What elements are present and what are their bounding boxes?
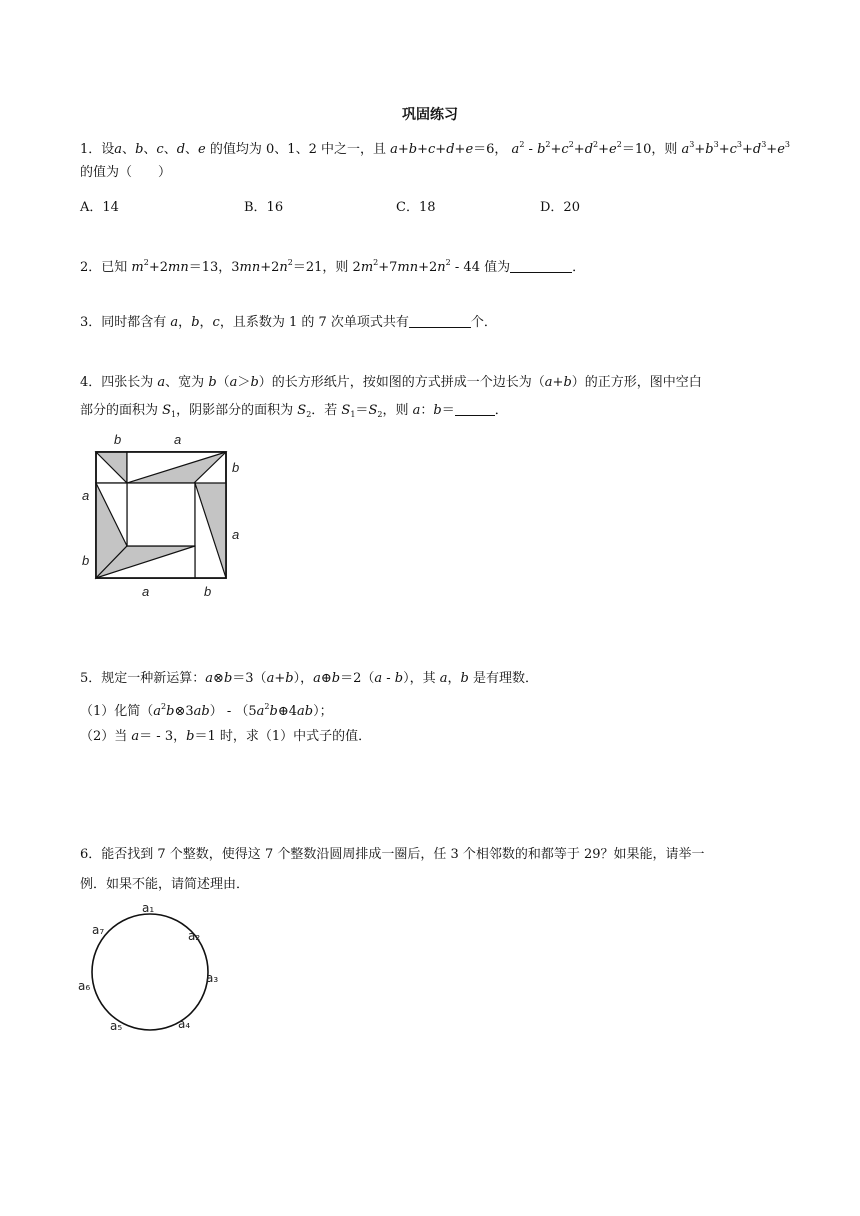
question-1-line-1: 1．设a、b、c、d、e 的值均为 0、1、2 中之一，且 a+b+c+d+e＝6， $a^2 - b^2+c^2+d^2+e^2=10$，则 $a^3+b^3+c^3+d^3+e^3$ (80, 140, 790, 157)
fig-label-left-b: b (82, 553, 90, 568)
fig-label-right-a: a (232, 527, 240, 542)
circle-label-a5: a₅ (110, 1019, 123, 1033)
q1-option-c: C．18 (396, 200, 436, 215)
circle-label-a7: a₇ (92, 923, 105, 937)
center-square (127, 483, 195, 546)
circle-label-a1: a₁ (142, 901, 155, 915)
fig-label-right-b: b (232, 460, 240, 475)
q6-circle-figure (72, 898, 232, 1038)
q1-option-b: B．16 (244, 200, 284, 215)
q1-prefix: 1．设 (80, 142, 115, 157)
q4-square-figure (74, 428, 264, 606)
fig-label-top-a: a (174, 432, 182, 447)
q1-mid: 的值均为 0、1、2 中之一，且 (209, 142, 386, 157)
fig-label-top-b: b (114, 432, 122, 447)
question-1-line-2: 的值为（ ） (80, 165, 172, 180)
question-5-line-3: （2）当 a＝ - 3，b＝1 时，求（1）中式子的值． (80, 729, 372, 744)
fig-label-bottom-a: a (142, 584, 150, 599)
circle-label-a4: a₄ (178, 1017, 191, 1031)
page-title: 巩固练习 (402, 107, 458, 123)
fig-label-bottom-b: b (204, 584, 212, 599)
circle-label-a2: a₂ (188, 929, 201, 943)
circle-label-a3: a₃ (206, 971, 219, 985)
question-4-line-2: 部分的面积为 $S_1$，阴影部分的面积为 $S_2$．若 $S_1=S_2$，则 a：b＝ ． (80, 403, 508, 419)
question-3: 3．同时都含有 a，b，c，且系数为 1 的 7 次单项式共有 个． (80, 315, 497, 330)
question-6-line-2: 例．如果不能，请简述理由． (80, 877, 250, 892)
question-4-line-1: 4．四张长为 a、宽为 b（a＞b）的长方形纸片，按如图的方式拼成一个边长为（a+b）的正方形，图中空白 (80, 375, 702, 390)
fig-label-left-a: a (82, 488, 90, 503)
question-5-line-2: （1）化简$(a^2b\otimes 3ab)$ - $(5a^2b\oplus 4ab)$； (80, 702, 333, 719)
question-5-line-1: 5．规定一种新运算：a⊗b＝3（a+b），a⊕b＝2（a - b），其 a，b 是有理数． (80, 671, 539, 686)
circle-label-a6: a₆ (78, 979, 91, 993)
q1-option-a: A．14 (80, 200, 119, 215)
q1-option-d: D．20 (540, 200, 580, 215)
question-6-line-1: 6．能否找到 7 个整数，使得这 7 个整数沿圆周排成一圈后，任 3 个相邻数的和都等于 29？如果能，请举一 (80, 847, 705, 862)
question-2: 2．已知 $m^2+2mn=13$，$3mn+2n^2=21$，则 $2m^2+7mn+2n^2 - 44$ 值为 ． (80, 258, 586, 275)
